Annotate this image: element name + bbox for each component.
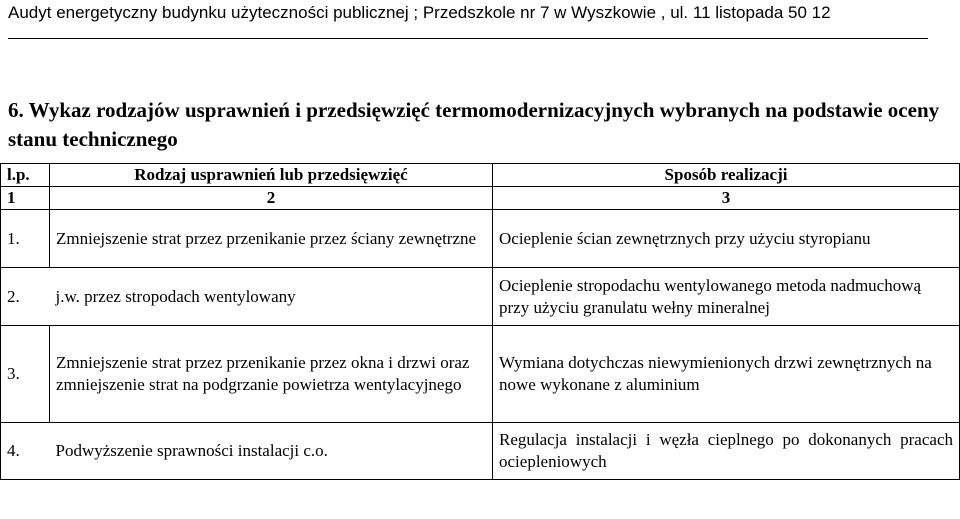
row-method: Ocieplenie stropodachu wentylowanego metoda nadmuchową przy użyciu granulatu wełny mineralnej [493,268,960,326]
section-title: 6. Wykaz rodzajów usprawnień i przedsięwzięć termomodernizacyjnych wybranych na podstawie oceny stanu technicznego [8,98,940,151]
header-lp: l.p. [1,164,50,187]
row-type: j.w. przez stropodach wentylowany [50,268,493,326]
table-row [1,423,960,480]
column-number-2: 2 [50,187,493,210]
row-method: Regulacja instalacji i węzła cieplnego po dokonanych pracach ociepleniowych [493,423,960,480]
row-lp: 3. [1,326,50,423]
column-number-1: 1 [1,187,50,210]
row-type: Podwyższenie sprawności instalacji c.o. [50,423,493,480]
row-type: Zmniejszenie strat przez przenikanie przez ściany zewnętrzne [50,210,493,268]
row-lp: 2. [1,268,50,326]
row-method: Wymiana dotychczas niewymienionych drzwi zewnętrznych na nowe wykonane z aluminium [493,326,960,423]
table-header-row [1,164,960,187]
column-number-row [1,187,960,210]
page-header: Audyt energetyczny budynku użyteczności publicznej ; Przedszkole nr 7 w Wyszkowie , ul. 11 listopada 50 12 [8,2,928,39]
measures-table [0,163,960,480]
header-method: Sposób realizacji [493,164,960,187]
row-method: Ocieplenie ścian zewnętrznych przy użyciu styropianu [493,210,960,268]
table-row [1,268,960,326]
row-lp: 4. [1,423,50,480]
table-row [1,326,960,423]
row-lp: 1. [1,210,50,268]
header-type: Rodzaj usprawnień lub przedsięwzięć [50,164,493,187]
column-number-3: 3 [493,187,960,210]
table-row [1,210,960,268]
row-type: Zmniejszenie strat przez przenikanie przez okna i drzwi oraz zmniejszenie strat na podgrzanie powietrza wentylacyjnego [50,326,493,423]
